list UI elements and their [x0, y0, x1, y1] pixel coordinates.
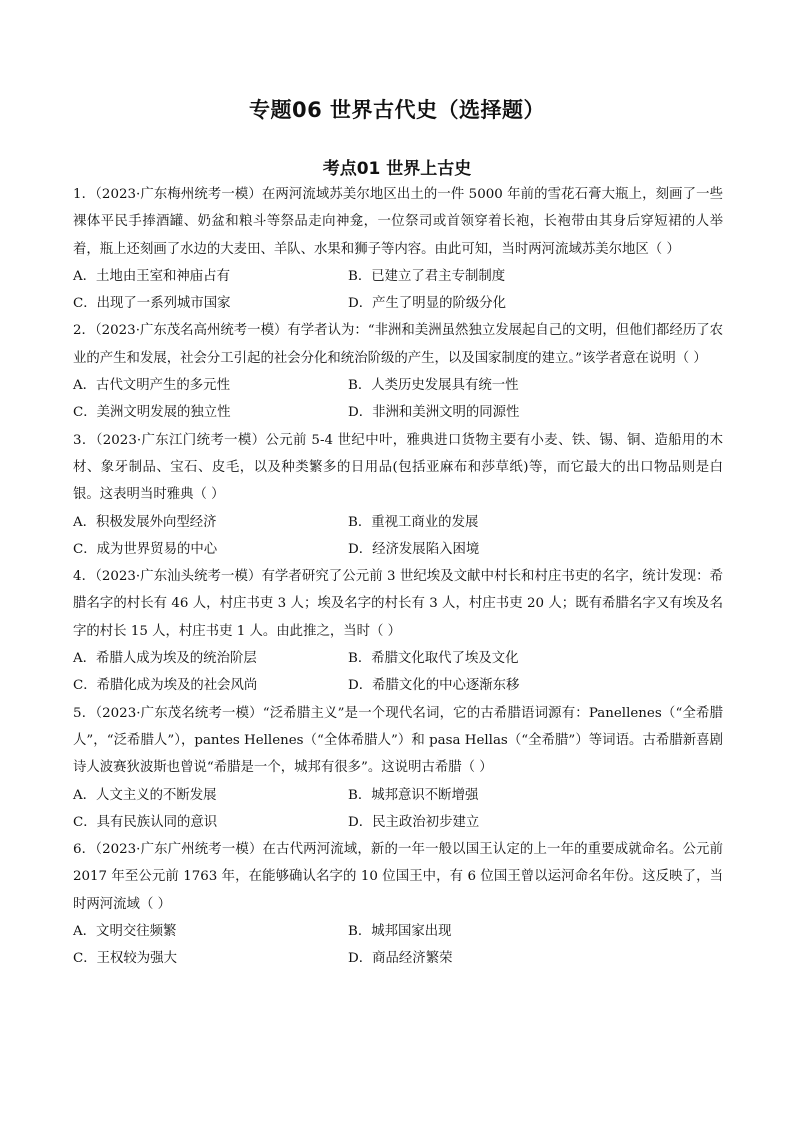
option-c: C．成为世界贸易的中心: [73, 541, 218, 557]
question-6: [73, 836, 723, 972]
option-b: B．希腊文化取代了埃及文化: [348, 651, 519, 667]
options: [73, 645, 723, 700]
page-title: 专题06 世界古代史（选择题）: [248, 98, 546, 122]
question-stem: 1．（2023·广东梅州统考一模）在两河流域苏美尔地区出土的一件 5000 年前的雪花石膏大瓶上，刻画了一些裸体平民手捧酒罐、奶盆和粮斗等祭品走向神龛，一位祭司或首领穿着长袍，长袍带由其身后穿短裙的人举着，瓶上还刻画了水边的大麦田、羊队、水果和狮子等内容。由此可知，当时两河流域苏美尔地区（ ）: [73, 187, 723, 257]
question-stem: 4．（2023·广东汕头统考一模）有学者研究了公元前 3 世纪埃及文献中村长和村庄书吏的名字，统计发现：希腊名字的村长有 46 人，村庄书吏 3 人；埃及名字的村长有 3 人，村庄书吏 20 人；既有希腊名字又有埃及名字的村长 15 人，村庄书吏 1 人。由此推之，当时（ ）: [73, 569, 723, 639]
option-b: B．人类历史发展具有统一性: [348, 378, 519, 394]
section-subtitle: 考点01 世界上古史: [322, 159, 472, 179]
option-c: C．王权较为强大: [73, 951, 177, 967]
option-d: D．经济发展陷入困境: [348, 541, 480, 557]
options: [73, 263, 723, 318]
option-b: B．重视工商业的发展: [348, 514, 479, 530]
option-c: C．出现了一系列城市国家: [73, 296, 231, 312]
options: [73, 782, 723, 837]
options: [73, 918, 723, 973]
option-a: A．土地由王室和神庙占有: [73, 268, 230, 284]
option-d: D．希腊文化的中心逐渐东移: [348, 678, 520, 694]
question-5: [73, 700, 723, 836]
question-list: [73, 181, 723, 973]
question-stem: 5．（2023·广东茂名统考一模）“泛希腊主义”是一个现代名词，它的古希腊语词源有：Panellenes（“全希腊人”，“泛希腊人”），pantes Hellenes（“全体希腊人”）和 pasa Hellas（“全希腊”）等词语。古希腊新喜剧诗人波赛狄波斯也曾说“希腊是一个，城邦有很多”。这说明古希腊（ ）: [73, 705, 723, 776]
option-d: D．产生了明显的阶级分化: [348, 296, 507, 312]
option-a: A．古代文明产生的多元性: [73, 378, 230, 394]
option-a: A．希腊人成为埃及的统治阶层: [73, 651, 257, 667]
option-a: A．积极发展外向型经济: [73, 514, 217, 530]
option-d: D．商品经济繁荣: [348, 951, 453, 967]
option-a: A．文明交往频繁: [73, 924, 177, 940]
option-d: D．非洲和美洲文明的同源性: [348, 405, 520, 421]
option-c: C．美洲文明发展的独立性: [73, 405, 231, 421]
options: [73, 509, 723, 564]
option-c: C．具有民族认同的意识: [73, 814, 218, 830]
option-b: B．城邦国家出现: [348, 924, 452, 940]
question-1: [73, 181, 723, 317]
question-stem: 2．（2023·广东茂名高州统考一模）有学者认为：“非洲和美洲虽然独立发展起自己的文明，但他们都经历了农业的产生和发展，社会分工引起的社会分化和统治阶级的产生，以及国家制度的建立。”该学者意在说明（ ）: [73, 323, 723, 366]
option-b: B．城邦意识不断增强: [348, 787, 479, 803]
options: [73, 372, 723, 427]
question-2: [73, 317, 723, 426]
option-c: C．希腊化成为埃及的社会风尚: [73, 678, 258, 694]
option-b: B．已建立了君主专制制度: [348, 268, 506, 284]
question-stem: 6．（2023·广东广州统考一模）在古代两河流域，新的一年一般以国王认定的上一年的重要成就命名。公元前 2017 年至公元前 1763 年，在能够确认名字的 10 位国王中，有 6 位国王曾以运河命名年份。这反映了，当时两河流域（ ）: [73, 842, 723, 912]
option-a: A．人文主义的不断发展: [73, 787, 217, 803]
option-d: D．民主政治初步建立: [348, 814, 480, 830]
question-3: [73, 427, 723, 563]
question-4: [73, 563, 723, 699]
question-stem: 3．（2023·广东江门统考一模）公元前 5-4 世纪中叶，雅典进口货物主要有小麦、铁、锡、铜、造船用的木材、象牙制品、宝石、皮毛，以及种类繁多的日用品(包括亚麻布和莎草纸)等，而它最大的出口物品则是白银。这表明当时雅典（ ）: [73, 432, 723, 503]
